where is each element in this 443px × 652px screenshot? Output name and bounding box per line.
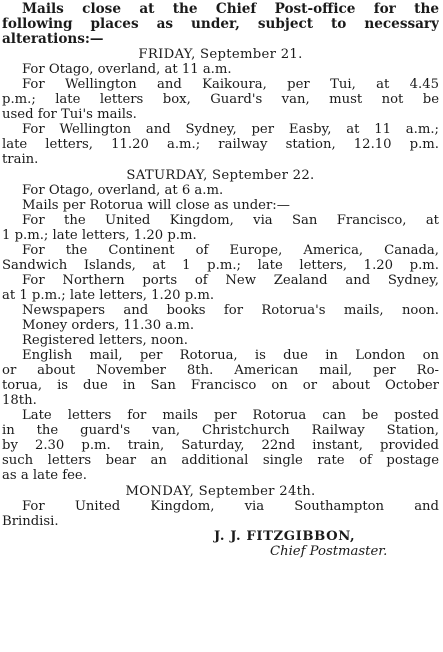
friday-heading: FRIDAY, September 21.	[138, 47, 303, 63]
signature-title: Chief Postmaster.	[270, 543, 388, 559]
saturday-line: or about November 8th. American mail, per Ro-	[2, 363, 439, 379]
friday-line: For Otago, overland, at 11 a.m.	[22, 62, 232, 78]
saturday-line: torua, is due in San Francisco on or about October	[2, 378, 439, 394]
saturday-line: Money orders, 11.30 a.m.	[22, 317, 195, 333]
saturday-line: such letters bear an additional single rate of postage	[2, 453, 439, 469]
friday-line: For Wellington and Kaikoura, per Tui, at 4.45	[22, 77, 439, 93]
saturday-heading: SATURDAY, September 22.	[126, 167, 315, 183]
saturday-line: For Otago, overland, at 6 a.m.	[22, 182, 224, 198]
saturday-line: 1 p.m.; late letters, 1.20 p.m.	[2, 227, 197, 243]
saturday-line: Sandwich Islands, at 1 p.m.; late letters, 1.20 p.m.	[2, 257, 439, 273]
friday-line: For Wellington and Sydney, per Easby, at 11 a.m.;	[22, 122, 439, 138]
saturday-line: Newspapers and books for Rotorua's mails, noon.	[22, 302, 439, 318]
monday-heading: MONDAY, September 24th.	[125, 483, 316, 499]
monday-line: Brindisi.	[2, 513, 59, 529]
intro-line: alterations:—	[2, 32, 104, 48]
friday-line: p.m.; late letters box, Guard's van, must not be	[2, 92, 439, 108]
saturday-line: Registered letters, noon.	[22, 333, 188, 349]
saturday-line: For the United Kingdom, via San Francisco, at	[22, 212, 439, 228]
saturday-line: at 1 p.m.; late letters, 1.20 p.m.	[2, 287, 215, 303]
friday-line: used for Tui's mails.	[2, 107, 137, 123]
saturday-line: Mails per Rotorua will close as under:—	[22, 197, 290, 213]
saturday-line: 18th.	[2, 393, 37, 409]
friday-line: train.	[2, 152, 39, 168]
saturday-line: For the Continent of Europe, America, Canada,	[22, 242, 439, 258]
saturday-line: Late letters for mails per Rotorua can be posted	[22, 408, 439, 424]
saturday-line: as a late fee.	[2, 468, 87, 484]
intro-line: following places as under, subject to necessary	[2, 17, 439, 33]
monday-line: For United Kingdom, via Southampton and	[22, 498, 439, 514]
saturday-line: English mail, per Rotorua, is due in London on	[22, 348, 439, 364]
saturday-line: by 2.30 p.m. train, Saturday, 22nd instant, provided	[2, 438, 439, 454]
intro-line: Mails close at the Chief Post-office for the	[22, 2, 439, 17]
signature-name: J. J. FITZGIBBON,	[214, 528, 356, 544]
saturday-line: For Northern ports of New Zealand and Sydney,	[22, 272, 439, 288]
friday-line: late letters, 11.20 a.m.; railway station, 12.10 p.m.	[2, 137, 439, 153]
saturday-line: in the guard's van, Christchurch Railway Station,	[2, 423, 439, 439]
